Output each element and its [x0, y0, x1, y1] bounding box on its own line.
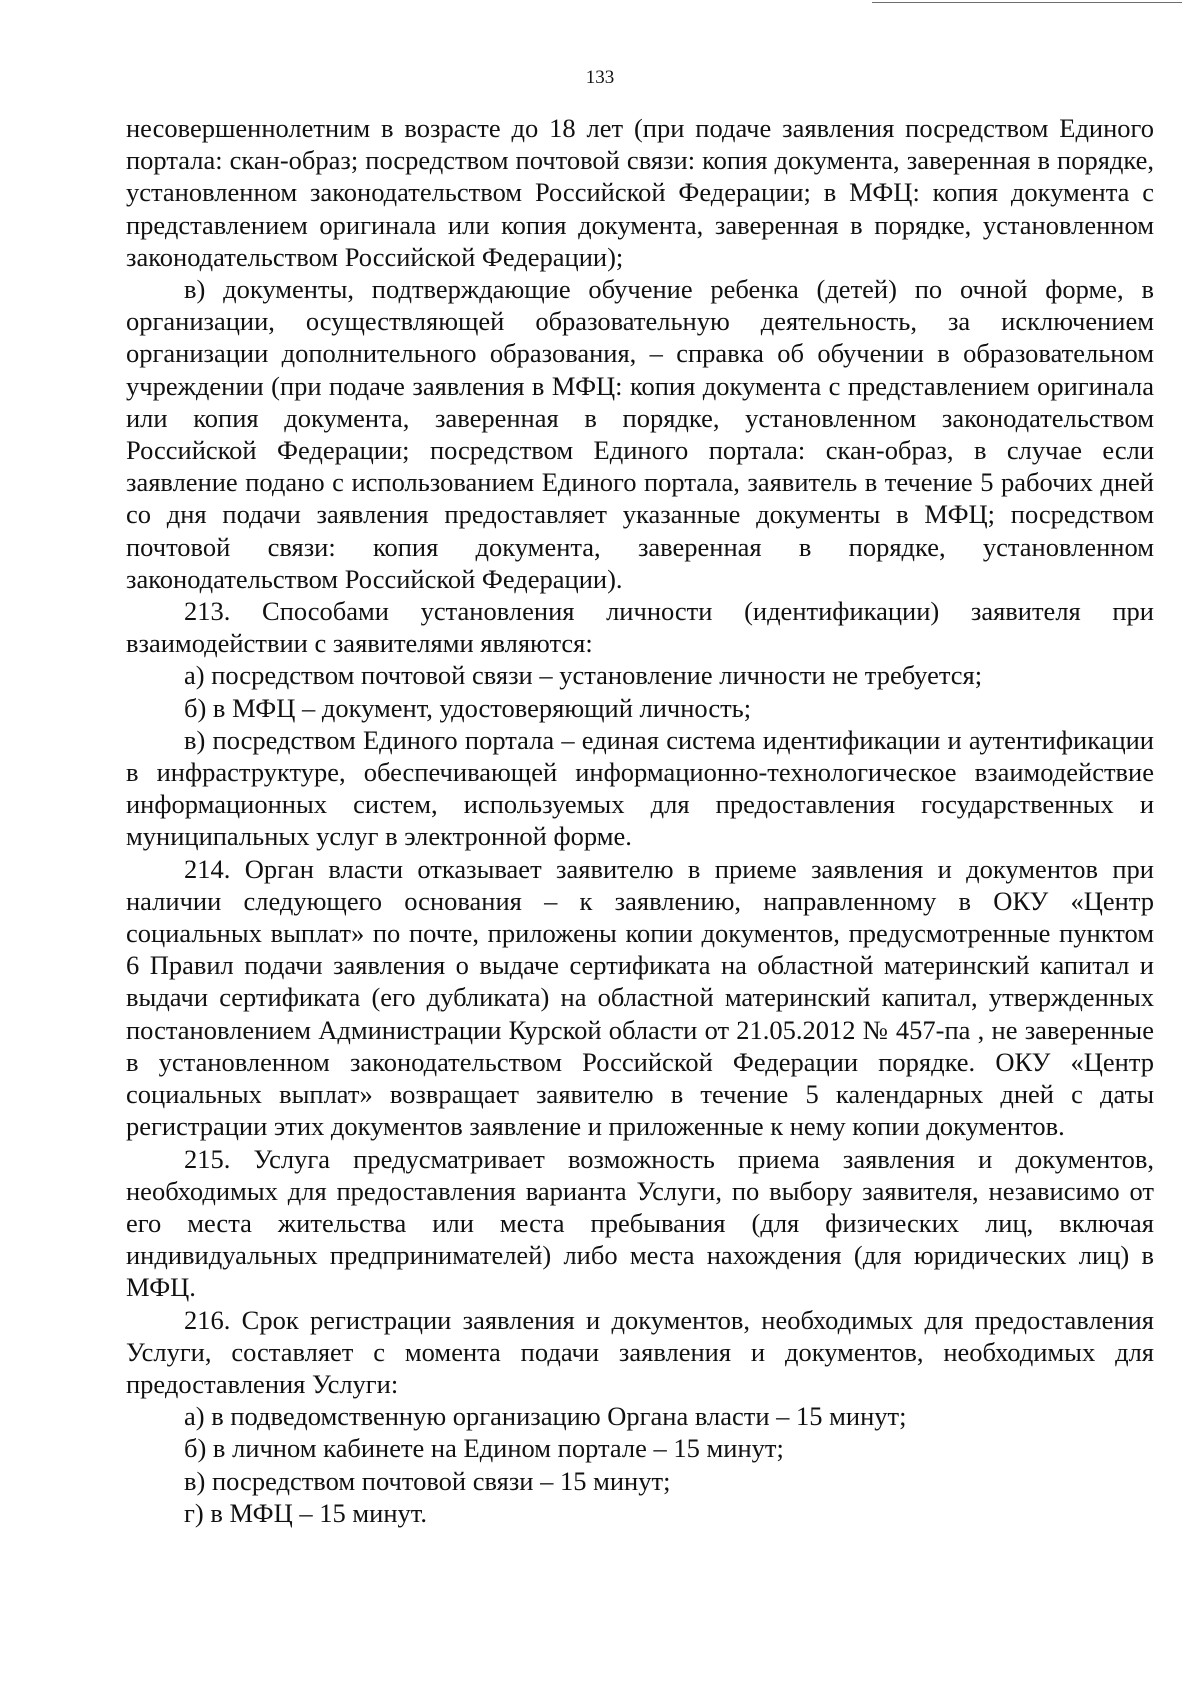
- paragraph-216-item-b: б) в личном кабинете на Едином портале – 15 минут;: [184, 1433, 784, 1464]
- paragraph-213-item-b: б) в МФЦ – документ, удостоверяющий личность;: [184, 692, 752, 723]
- paragraph-continuation: несовершеннолетним в возрасте до 18 лет (при подаче заявления посредством Единого портала: скан-образ; посредством почтовой связи: копия документа, заверенная в порядке, установленном законодательством Российской Федерации; в МФЦ: копия документа с представлением оригинала или копия документа, заверенная в порядке, установленном законодательством Российской Федерации);: [126, 113, 1154, 272]
- paragraph-item-v-documents: в) документы, подтверждающие обучение ребенка (детей) по очной форме, в организации, осуществляющей образовательную деятельность, за исключением организации дополнительного образования, – справка об обучении в образовательном учреждении (при подаче заявления в МФЦ: копия документа с представлением оригинала или копия документа, заверенная в порядке, установленном законодательством Российской Федерации; посредством Единого портала: скан-образ, в случае если заявление подано с использованием Единого портала, заявитель в течение 5 рабочих дней со дня подачи заявления предоставляет указанные документы в МФЦ; посредством почтовой связи: копия документа, заверенная в порядке, установленном законодательством Российской Федерации).: [126, 274, 1154, 594]
- top-rule-divider: [872, 2, 1182, 3]
- paragraph-216: 216. Срок регистрации заявления и документов, необходимых для предоставления Услуги, составляет с момента подачи заявления и документов, необходимых для предоставления Услуги:: [126, 1304, 1154, 1399]
- paragraph-216-item-a: а) в подведомственную организацию Органа власти – 15 минут;: [184, 1401, 907, 1432]
- paragraph-216-item-g: г) в МФЦ – 15 минут.: [184, 1497, 427, 1528]
- paragraph-213-item-a: а) посредством почтовой связи – установление личности не требуется;: [184, 660, 983, 691]
- paragraph-214: 214. Орган власти отказывает заявителю в приеме заявления и документов при наличии следующего основания – к заявлению, направленному в ОКУ «Центр социальных выплат» по почте, приложены копии документов, предусмотренные пунктом 6 Правил подачи заявления о выдаче сертификата на областной материнский капитал и выдачи сертификата (его дубликата) на областной материнский капитал, утвержденных постановлением Администрации Курской области от 21.05.2012 № 457-па , не заверенные в установленном законодательством Российской Федерации порядке. ОКУ «Центр социальных выплат» возвращает заявителю в течение 5 календарных дней с даты регистрации этих документов заявление и приложенные к нему копии документов.: [126, 853, 1154, 1142]
- paragraph-216-item-v: в) посредством почтовой связи – 15 минут;: [184, 1465, 671, 1496]
- paragraph-215: 215. Услуга предусматривает возможность приема заявления и документов, необходимых для предоставления варианта Услуги, по выбору заявителя, независимо от его места жительства или места пребывания (для физических лиц, включая индивидуальных предпринимателей) либо места нахождения (для юридических лиц) в МФЦ.: [126, 1143, 1154, 1303]
- document-body: [126, 112, 1154, 1529]
- paragraph-213-item-v: в) посредством Единого портала – единая система идентификации и аутентификации в инфраструктуре, обеспечивающей информационно-технологическое взаимодействие информационных систем, используемых для предоставления государственных и муниципальных услуг в электронной форме.: [126, 724, 1154, 852]
- paragraph-213: 213. Способами установления личности (идентификации) заявителя при взаимодействии с заявителями являются:: [126, 596, 1154, 659]
- page-number: 133: [585, 67, 615, 88]
